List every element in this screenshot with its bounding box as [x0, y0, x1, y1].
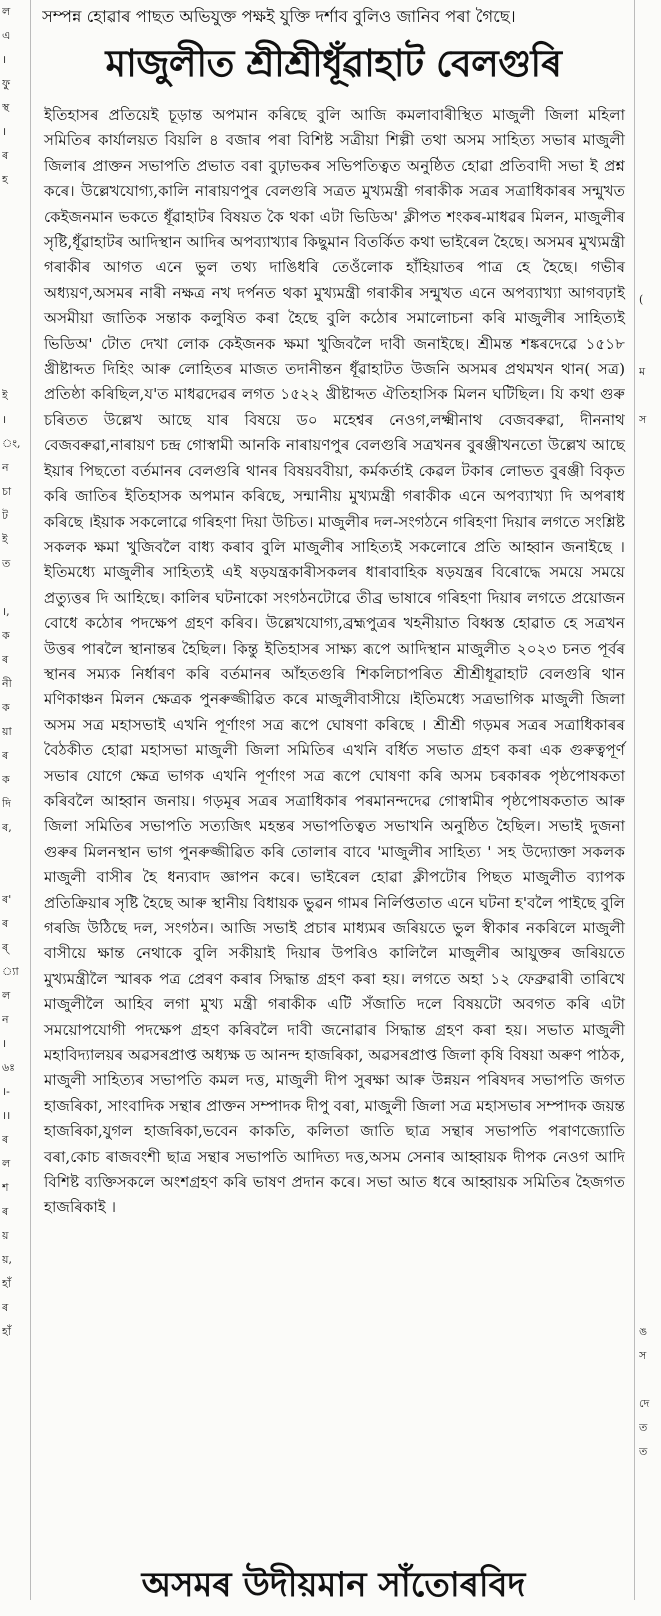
margin-fragment: ক: [2, 629, 10, 642]
margin-fragment: স: [639, 413, 647, 426]
margin-fragment: [639, 696, 661, 720]
margin-fragment: [639, 912, 661, 936]
margin-fragment: [639, 744, 661, 768]
margin-fragment: [639, 432, 661, 456]
margin-fragment: [639, 1224, 661, 1248]
right-margin-clipped-text: [634, 0, 661, 1600]
margin-fragment: [2, 240, 30, 264]
margin-fragment: [639, 96, 661, 120]
margin-fragment: [639, 384, 661, 408]
margin-fragment: [639, 792, 661, 816]
margin-fragment: [2, 288, 30, 312]
margin-fragment: [639, 528, 661, 552]
margin-fragment: [2, 864, 30, 888]
margin-fragment: [639, 1056, 661, 1080]
margin-fragment: [639, 0, 661, 24]
margin-fragment: [639, 600, 661, 624]
margin-fragment: ।: [2, 413, 7, 426]
margin-fragment: [639, 768, 661, 792]
margin-fragment: [639, 1032, 661, 1056]
margin-fragment: ঙ: [639, 1325, 648, 1338]
margin-fragment: ৰ: [2, 1205, 9, 1218]
margin-fragment: [639, 648, 661, 672]
margin-fragment: নী: [2, 677, 12, 690]
margin-fragment: [2, 840, 30, 864]
margin-fragment: ক: [2, 773, 10, 786]
margin-fragment: [639, 1104, 661, 1128]
previous-article-last-line: সম্পন্ন হোৱাৰ পাছত অভিযুক্ত পক্ষই যুক্তি দৰ্শাব বুলিও জানিব পৰা গৈছে।: [42, 7, 516, 26]
margin-fragment: [639, 552, 661, 576]
margin-fragment: [639, 1008, 661, 1032]
margin-fragment: য়,: [2, 1253, 12, 1266]
margin-fragment: ট: [2, 509, 8, 522]
margin-fragment: স: [639, 1349, 647, 1362]
margin-fragment: [639, 1248, 661, 1272]
margin-fragment: [639, 1128, 661, 1152]
margin-fragment: [2, 192, 30, 216]
next-article-headline: অসমৰ উদীয়মান সাঁতোৰবিদ: [141, 1565, 526, 1605]
margin-fragment: [639, 1296, 661, 1320]
margin-fragment: [639, 72, 661, 96]
margin-fragment: [639, 720, 661, 744]
margin-fragment: [639, 264, 661, 288]
margin-fragment: ৰ: [2, 917, 9, 930]
margin-fragment: [639, 1200, 661, 1224]
margin-fragment: দে: [639, 1397, 650, 1410]
margin-fragment: [639, 240, 661, 264]
margin-fragment: [639, 1152, 661, 1176]
margin-fragment: [2, 264, 30, 288]
margin-fragment: ফু: [2, 77, 11, 90]
margin-fragment: ল: [2, 5, 11, 18]
margin-fragment: [639, 936, 661, 960]
margin-fragment: [639, 168, 661, 192]
margin-fragment: (: [639, 293, 644, 306]
margin-fragment: [2, 312, 30, 336]
margin-fragment: ল: [2, 989, 11, 1002]
margin-fragment: ৰ: [2, 149, 9, 162]
left-margin-clipped-text: [0, 0, 31, 1600]
margin-fragment: [639, 984, 661, 1008]
margin-fragment: ক: [2, 701, 10, 714]
margin-fragment: ং,: [2, 437, 21, 450]
article-headline: মাজুলীত শ্ৰীশ্ৰীধূঁৱাহাট বেলগুৰি: [105, 42, 562, 85]
margin-fragment: [639, 1080, 661, 1104]
margin-fragment: [639, 24, 661, 48]
margin-fragment: ৰ: [2, 1133, 9, 1146]
margin-fragment: য়া: [2, 725, 12, 738]
margin-fragment: [639, 576, 661, 600]
margin-fragment: ৰ্: [2, 941, 9, 954]
margin-fragment: [2, 216, 30, 240]
margin-fragment: [2, 336, 30, 360]
article-body: ইতিহাসৰ প্ৰতিয়েই চূড়ান্ত অপমান কৰিছে বুলি আজি কমলাবাৰীস্থিত মাজুলী জিলা মহিলা সমিতিৰ কাৰ্যালয়ত বিয়লি ৪ বজাৰ পৰা বিশিষ্ট সত্ৰীয়া শিল্পী তথা অসম সাহিত্য সভাৰ মাজুলী জিলাৰ প্ৰাক্তন সভাপতি প্ৰভাত বৰা বুঢ়াভকৰ সভিপতিত্বত অনুষ্ঠিত হোৱা প্ৰতিবাদী সভা ই প্ৰশ্ন কৰে। উল্লেখযোগ্য,কালি নাৰায়ণপুৰ বেলগুৰি সত্ৰত মুখ্যমন্ত্ৰী গৰাকীক সত্ৰৰ সত্ৰাধিকাৰৰ সন্মুখত কেইজনমান ভকতে ধূঁৱাহাটৰ বিষয়ত কৈ থকা এটা ভিডিঅ' ক্লীপত শংকৰ-মাধৱৰ মিলন, মাজুলীৰ সৃষ্টি,ধূঁৱাহাটৰ আদিস্থান আদিৰ অপব্যাখ্যাৰ কিছুমান বিতৰ্কিত কথা ভাইৰেল হৈছে। অসমৰ মুখ্যমন্ত্ৰী গৰাকীৰ আগত এনে ভুল তথ্য দাঙিধৰি তেওঁলোক হাঁহিয়াতৰ পাত্ৰ হে হৈছে। গভীৰ অধ্যয়ণ,অসমৰ নাৰী নক্ষত্ৰ নখ দৰ্পনত থকা মুখ্যমন্ত্ৰী গৰাকীৰ সন্মুখত এনে অপব্যাখ্যা আগবঢ়াই অসমীয়া জাতিক সন্তাক কলুষিত কৰা হৈছে বুলি কঠোৰ সমালোচনা কৰি মাজুলীৰ সাহিত্যই ভিডিঅ' টোত দেখা লোক কেইজনক ক্ষমা খুজিবলৈ দাবী জনাইছে। শ্ৰীমন্ত শঙ্কৰদেৱে ১৫১৮ খ্ৰীষ্টাব্দত দিহিং আৰু লোহিতৰ মাজত তদানীন্তন ধূঁৱাহাটত উজনি অসমৰ প্ৰথমখন থান( সত্ৰ) প্ৰতিষ্ঠা কৰিছিল,য'ত মাধৱদেৱৰ লগত ১৫২২ খ্ৰীষ্টাব্দত ঐতিহাসিক মিলন ঘটিছিল। যি কথা গুৰু চৰিতত উল্লেখ আছে যাৰ বিষয়ে ড০ মহেশ্বৰ নেওগ,লক্ষ্মীনাথ বেজবৰুৱা, দীননাথ বেজবৰুৱা,নাৰায়ণ চন্দ্ৰ গোস্বামী আনকি নাৰায়ণপুৰ বেলগুৰি সত্ৰখনৰ বুৰঞ্জীখনতো উল্লেখ আছে ইয়াৰ পিছতো বৰ্তমানৰ বেলগুৰি থানৰ বিষয়ববীয়া, কৰ্মকৰ্তাই কেৱল টকাৰ লোভত বুৰঞ্জী বিকৃত কৰি জাতিৰ ইতিহাসক অপমান কৰিছে, সন্মানীয় মুখ্যমন্ত্ৰী গৰাকীক এনে অপব্যাখ্যা দি অপৰাধ কৰিছে ।ইয়াক সকলোৱে গৰিহণা দিয়া উচিত। মাজুলীৰ দল-সংগঠনে গৰিহণা দিয়াৰ লগতে সংশ্লিষ্ট সকলক ক্ষমা খুজিবলৈ বাধ্য কৰাব বুলি মাজুলীৰ সাহিত্যই সকলোৰে প্ৰতি আহ্বান জনাইছে । ইতিমধ্যে মাজুলীৰ সাহিত্যই এই ষড়যন্ত্ৰকাৰীসকলৰ ধাৰাবাহিক ষড়যন্ত্ৰৰ বিৰোদ্ধে সময়ে সময়ে প্ৰত্যুত্তৰ দি আহিছে। কালিৰ ঘটনাকো সংগঠনটোৱে তীব্ৰ ভাষাৰে গৰিহণা দিয়াৰ লগতে প্ৰয়োজন বোধে কঠোৰ পদক্ষেপ গ্ৰহণ কৰিব। উল্লেখযোগ্য,ব্ৰহ্মপুত্ৰৰ খহনীয়াত বিধ্বস্ত হোৱাত হে সত্ৰখন উত্তৰ পাৰলৈ স্থানান্তৰ হৈছিল। কিন্তু ইতিহাসৰ সাক্ষ্য ৰূপে আদিস্থান মাজুলীত ২০২৩ চনত পূৰ্বৰ স্থানৰ সম্যক নিৰ্ধাৰণ কৰি বৰ্তমানৰ আঁহতগুৰি শিকলিচাপৰিত শ্ৰীশ্ৰীধূৱাহাট বেলগুৰি থান মণিকাঞ্চন মিলন ক্ষেত্ৰক পুনৰুজ্জীৱিত কৰে মাজুলীবাসীয়ে ।ইতিমধ্যে সত্ৰভাগিক মাজুলী জিলা অসম সত্ৰ মহাসভাই এখনি পূৰ্ণাংগ সত্ৰ ৰূপে ঘোষণা কৰিছে । শ্ৰীশ্ৰী গড়মৰ সত্ৰৰ সত্ৰাধিকাৰৰ বৈঠকীত হোৱা মহাসভা মাজুলী জিলা সমিতিৰ এখনি বৰ্ধিত সভাত গ্ৰহণ কৰা এক গুৰুত্বপূৰ্ণ সভাৰ যোগে ক্ষেত্ৰ ভাগক এখনি পূৰ্ণাংগ সত্ৰ ৰূপে ঘোষণা কৰি অসম চৰকাৰক পৃষ্ঠপোষকতা কৰিবলৈ আহ্বান জনায়। গড়মূৰ সত্ৰৰ সত্ৰাধিকাৰ পৰমানন্দদেৱ গোস্বামীৰ পৃষ্ঠপোষকতাত আৰু জিলা সমিতিৰ সভাপতি সত্যজিৎ মহন্তৰ সভাপতিত্বত সভাখনি অনুষ্ঠিত হৈছিল। সভাই দুজনা গুৰুৰ মিলনস্থান ভাগ পুনৰুজ্জীৱিত কৰি তোলাৰ বাবে 'মাজুলীৰ সাহিত্য ' সহ উদ্যোক্তা সকলক মাজুলী বাসীৰ হৈ ধন্যবাদ জ্ঞাপন কৰে। ভাইৰেল হোৱা ক্লীপটোৰ পিছত মাজুলীত ব্যাপক প্ৰতিক্ৰিয়াৰ সৃষ্টি হৈছে আৰু স্থানীয় বিধায়ক ভুৱন গামৰ নিৰ্লিপ্ততাত এনে ঘটনা হ'বলৈ পাইছে বুলি গৰজি উঠিছে দল, সংগঠন। আজি সভাই প্ৰচাৰ মাধ্যমৰ জৰিয়তে ভুল স্বীকাৰ নকৰিলে মাজুলী বাসীয়ে ক্ষান্ত নেথাকে বুলি সকীয়াই দিয়াৰ উপৰিও কালিলৈ মাজুলীৰ আয়ুক্তৰ জৰিয়তে মুখ্যমন্ত্ৰীলৈ স্মাৰক পত্ৰ প্ৰেৰণ কৰাৰ সিদ্ধান্ত গ্ৰহণ কৰা হয়। লগতে অহা ১২ ফেব্ৰুৱাৰী তাৰিখে মাজুলীলৈ আহিব লগা মুখ্য মন্ত্ৰী গৰাকীক এটি সঁজাতি দলে বিষয়টো অবগত কৰি এটা সময়োপযোগী পদক্ষেপ গ্ৰহণ কৰিবলৈ দাবী জনোৱাৰ সিদ্ধান্ত গ্ৰহণ কৰা হয়। সভাত মাজুলী মহাবিদ্যালয়ৰ অৱসৰপ্ৰাপ্ত অধ্যক্ষ ড আনন্দ হাজৰিকা, অৱসৰপ্ৰাপ্ত জিলা কৃষি বিষয়া অৰুণ পাঠক, মাজুলী সাহিত্যৰ সভাপতি কমল দত্ত, মাজুলী দীপ সুৰক্ষা আৰু উন্নয়ন পৰিষদৰ সভাপতি জগত হাজৰিকা, সাংবাদিক সন্থাৰ প্ৰাক্তন সম্পাদক দীপু বৰা, মাজুলী জিলা সত্ৰ মহাসভাৰ সম্পাদক জয়ন্ত হাজৰিকা,যুগল হাজৰিকা,ভবেন কাকতি, কলিতা জাতি ছাত্ৰ সন্থাৰ সভাপতি পৰাণজ্যোতি বৰা,কোচ ৰাজবংশী ছাত্ৰ সন্থাৰ সভাপতি আদিত্য দত্ত,অসম সেনাৰ আহ্বায়ক দীপক নেওগ আদি বিশিষ্ট ব্যক্তিসকলে অংশগ্ৰহণ কৰি ভাষণ প্ৰদান কৰে। সভা আত ধৰে আহ্বায়ক সমিতিৰ হৈজগত হাজৰিকাই ।: [44, 106, 625, 1217]
margin-fragment: স্থ: [2, 101, 10, 114]
margin-fragment: য়: [2, 1229, 9, 1242]
margin-fragment: চা: [2, 485, 12, 498]
margin-fragment: [2, 576, 30, 600]
margin-fragment: [639, 1176, 661, 1200]
margin-fragment: ম: [639, 365, 646, 378]
margin-fragment: ।: [2, 125, 7, 138]
margin-fragment: ৰ': [2, 893, 12, 906]
margin-fragment: [639, 1272, 661, 1296]
margin-fragment: [639, 216, 661, 240]
margin-fragment: [639, 960, 661, 984]
margin-fragment: [639, 480, 661, 504]
margin-fragment: [2, 360, 30, 384]
margin-fragment: ৬ঃ: [2, 1061, 16, 1074]
margin-fragment: ত: [639, 1421, 648, 1434]
margin-fragment: ই: [2, 533, 8, 546]
margin-fragment: হ: [2, 173, 8, 186]
margin-fragment: শ: [2, 1181, 9, 1194]
margin-fragment: [639, 840, 661, 864]
margin-fragment: ৰ: [2, 653, 9, 666]
margin-fragment: ।: [2, 1037, 7, 1050]
margin-fragment: [639, 672, 661, 696]
margin-fragment: ৰ: [2, 749, 9, 762]
margin-fragment: ৰ: [2, 1301, 9, 1314]
margin-fragment: ।: [2, 53, 7, 66]
margin-fragment: হাঁ: [2, 1277, 11, 1290]
margin-fragment: [639, 888, 661, 912]
margin-fragment: [639, 504, 661, 528]
margin-fragment: ন: [2, 461, 9, 474]
margin-fragment: দি: [2, 797, 11, 810]
margin-fragment: [639, 864, 661, 888]
margin-fragment: [639, 144, 661, 168]
news-article: [36, 0, 631, 1605]
margin-fragment: [639, 816, 661, 840]
margin-fragment: ত: [639, 1445, 648, 1458]
margin-fragment: ্যা: [2, 965, 19, 978]
margin-fragment: ল: [2, 1157, 11, 1170]
margin-fragment: ত: [2, 557, 11, 570]
margin-fragment: ই: [2, 389, 8, 402]
margin-fragment: [639, 120, 661, 144]
margin-fragment: ।।: [2, 1109, 11, 1122]
margin-fragment: ন: [2, 1013, 9, 1026]
margin-fragment: [639, 1368, 661, 1392]
margin-fragment: [639, 192, 661, 216]
margin-fragment: [639, 456, 661, 480]
margin-fragment: [639, 336, 661, 360]
margin-fragment: হাঁ: [2, 1325, 11, 1338]
margin-fragment: ।,: [2, 605, 10, 618]
margin-fragment: [639, 48, 661, 72]
margin-fragment: ।-: [2, 1085, 10, 1098]
margin-fragment: ৰ,: [2, 821, 12, 834]
margin-fragment: [639, 312, 661, 336]
margin-fragment: এ: [2, 29, 11, 42]
margin-fragment: [639, 624, 661, 648]
